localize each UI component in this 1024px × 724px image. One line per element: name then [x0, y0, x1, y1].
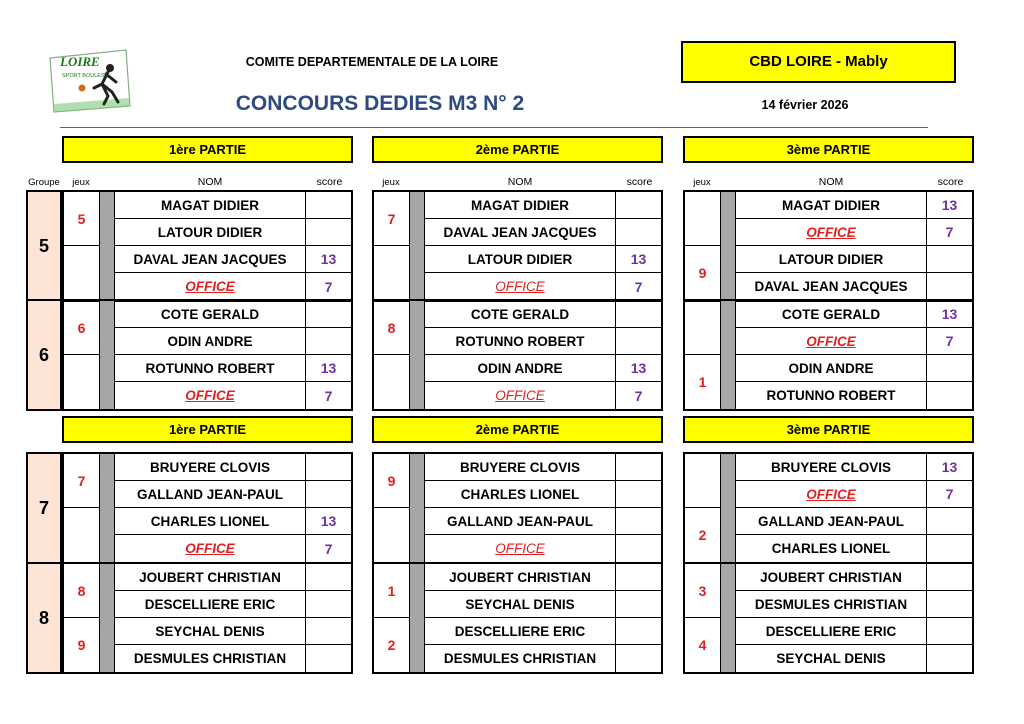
player-name: COTE GERALD	[425, 301, 616, 327]
partie-header: 2ème PARTIE	[372, 416, 663, 443]
score-cell	[616, 328, 661, 354]
player-row	[736, 328, 972, 355]
jeux-number	[374, 355, 410, 409]
player-row	[115, 273, 351, 300]
column-header-jeux: jeux	[382, 177, 400, 188]
jeux-number: 2	[685, 508, 721, 562]
jeux-number: 8	[64, 564, 100, 618]
score-cell	[616, 645, 661, 672]
score-cell	[306, 219, 351, 245]
match-section	[372, 452, 663, 564]
gray-separator	[410, 454, 425, 562]
player-name: ROTUNNO ROBERT	[425, 328, 616, 354]
match-section	[372, 562, 663, 674]
jeux-number: 9	[685, 246, 721, 300]
column-header-score: score	[937, 176, 964, 188]
header-divider	[60, 127, 928, 128]
column-header-jeux: jeux	[72, 177, 90, 188]
partie-header: 2ème PARTIE	[372, 136, 663, 163]
jeux-number	[685, 192, 721, 246]
score-cell	[927, 273, 972, 300]
player-row	[736, 382, 972, 409]
jeux-number	[374, 508, 410, 562]
office-label: OFFICE	[425, 273, 616, 300]
player-name: JOUBERT CHRISTIAN	[425, 564, 616, 590]
office-label: OFFICE	[425, 535, 616, 562]
player-row	[425, 454, 661, 481]
office-label: OFFICE	[115, 535, 306, 562]
jeux-number: 8	[374, 301, 410, 355]
player-row	[115, 219, 351, 246]
player-name: CHARLES LIONEL	[115, 508, 306, 534]
score-cell: 13	[941, 459, 958, 475]
player-row	[736, 301, 972, 328]
player-name: MAGAT DIDIER	[425, 192, 616, 218]
player-row	[115, 382, 351, 409]
loire-sport-boules-logo	[46, 44, 134, 116]
partie-header: 3ème PARTIE	[683, 136, 974, 163]
jeux-number: 7	[374, 192, 410, 246]
player-row	[736, 219, 972, 246]
score-cell	[306, 481, 351, 507]
player-name: LATOUR DIDIER	[425, 246, 616, 272]
match-section	[683, 562, 974, 674]
gray-separator	[721, 301, 736, 409]
jeux-number: 7	[64, 454, 100, 508]
score-cell	[927, 382, 972, 409]
partie-header: 1ère PARTIE	[62, 136, 353, 163]
player-row	[425, 535, 661, 562]
match-section	[683, 299, 974, 411]
page-title: CONCOURS DEDIES M3 N° 2	[235, 92, 525, 115]
player-row	[736, 645, 972, 672]
player-row	[425, 645, 661, 672]
score-cell: 7	[945, 486, 954, 502]
office-label: OFFICE	[736, 481, 927, 507]
player-name: SEYCHAL DENIS	[736, 645, 927, 672]
score-cell	[306, 301, 351, 327]
jeux-number	[685, 454, 721, 508]
score-cell	[306, 454, 351, 480]
match-section	[372, 190, 663, 302]
column-header-nom: NOM	[507, 176, 533, 188]
office-label: OFFICE	[425, 382, 616, 409]
jeux-number: 1	[685, 355, 721, 409]
player-name: GALLAND JEAN-PAUL	[115, 481, 306, 507]
player-row	[115, 192, 351, 219]
player-name: DESMULES CHRISTIAN	[736, 591, 927, 617]
match-section	[62, 299, 353, 411]
score-cell: 13	[320, 251, 337, 267]
player-row	[425, 618, 661, 645]
player-row	[425, 328, 661, 355]
gray-separator	[721, 192, 736, 300]
score-cell	[927, 246, 972, 272]
score-cell: 13	[320, 513, 337, 529]
score-cell: 7	[324, 278, 333, 295]
player-row	[115, 454, 351, 481]
column-header-score: score	[626, 176, 653, 188]
jeux-number: 3	[685, 564, 721, 618]
player-row	[736, 454, 972, 481]
player-name: DAVAL JEAN JACQUES	[736, 273, 927, 300]
committee-name: COMITE DEPARTEMENTALE DE LA LOIRE	[245, 55, 499, 69]
group-label: 5	[26, 190, 62, 302]
player-row	[736, 273, 972, 300]
player-name: SEYCHAL DENIS	[115, 618, 306, 644]
score-cell	[616, 591, 661, 617]
gray-separator	[100, 192, 115, 300]
score-cell	[306, 645, 351, 672]
player-row	[115, 355, 351, 382]
gray-separator	[100, 454, 115, 562]
player-row	[425, 591, 661, 618]
jeux-number	[64, 246, 100, 300]
player-row	[115, 481, 351, 508]
player-name: JOUBERT CHRISTIAN	[736, 564, 927, 590]
score-cell	[306, 618, 351, 644]
score-cell: 7	[945, 333, 954, 349]
score-cell	[616, 618, 661, 644]
player-name: ROTUNNO ROBERT	[736, 382, 927, 409]
score-cell	[616, 535, 661, 562]
score-cell: 13	[941, 197, 958, 213]
player-row	[736, 508, 972, 535]
jeux-number: 6	[64, 301, 100, 355]
column-header-nom: NOM	[197, 176, 223, 188]
score-cell	[616, 454, 661, 480]
score-cell: 13	[630, 251, 647, 267]
player-name: ROTUNNO ROBERT	[115, 355, 306, 381]
player-row	[115, 535, 351, 562]
player-name: COTE GERALD	[115, 301, 306, 327]
score-cell: 7	[945, 224, 954, 240]
score-cell	[927, 618, 972, 644]
jeux-number: 4	[685, 618, 721, 672]
jeux-number: 9	[374, 454, 410, 508]
gray-separator	[721, 564, 736, 672]
score-cell: 13	[941, 306, 958, 322]
match-section	[62, 562, 353, 674]
player-row	[425, 355, 661, 382]
jeux-number	[64, 508, 100, 562]
player-name: DESCELLIERE ERIC	[115, 591, 306, 617]
score-cell	[306, 591, 351, 617]
jeux-number	[685, 301, 721, 355]
score-cell: 7	[634, 387, 643, 404]
player-name: MAGAT DIDIER	[736, 192, 927, 218]
gray-separator	[721, 454, 736, 562]
jeux-number: 5	[64, 192, 100, 246]
jeux-number: 1	[374, 564, 410, 618]
office-label: OFFICE	[115, 273, 306, 300]
logo-subtitle: SPORT BOULES	[62, 73, 105, 79]
player-row	[736, 246, 972, 273]
player-name: ODIN ANDRE	[425, 355, 616, 381]
gray-separator	[410, 192, 425, 300]
match-section	[62, 452, 353, 564]
player-row	[425, 273, 661, 300]
player-name: ODIN ANDRE	[736, 355, 927, 381]
player-row	[736, 535, 972, 562]
player-row	[425, 382, 661, 409]
partie-header: 1ère PARTIE	[62, 416, 353, 443]
score-cell	[927, 508, 972, 534]
score-cell	[616, 564, 661, 590]
player-row	[736, 355, 972, 382]
player-name: CHARLES LIONEL	[736, 535, 927, 562]
score-cell: 7	[324, 540, 333, 557]
player-name: LATOUR DIDIER	[115, 219, 306, 245]
player-row	[115, 645, 351, 672]
player-row	[115, 246, 351, 273]
match-section	[683, 452, 974, 564]
score-cell: 13	[320, 360, 337, 376]
office-label: OFFICE	[736, 328, 927, 354]
score-cell: 13	[630, 360, 647, 376]
score-cell	[306, 328, 351, 354]
column-header-groupe: Groupe	[28, 177, 60, 188]
gray-separator	[410, 301, 425, 409]
jeux-number: 2	[374, 618, 410, 672]
score-cell	[306, 192, 351, 218]
score-cell	[927, 564, 972, 590]
score-cell	[927, 645, 972, 672]
player-row	[425, 481, 661, 508]
player-row	[425, 301, 661, 328]
player-row	[736, 564, 972, 591]
player-name: DESCELLIERE ERIC	[425, 618, 616, 644]
player-name: BRUYERE CLOVIS	[425, 454, 616, 480]
player-row	[425, 246, 661, 273]
player-row	[115, 618, 351, 645]
score-cell	[616, 192, 661, 218]
group-label: 8	[26, 562, 62, 674]
player-name: DESCELLIERE ERIC	[736, 618, 927, 644]
jeux-number	[64, 355, 100, 409]
match-section	[683, 190, 974, 302]
player-name: DESMULES CHRISTIAN	[425, 645, 616, 672]
player-name: MAGAT DIDIER	[115, 192, 306, 218]
player-row	[736, 591, 972, 618]
player-name: ODIN ANDRE	[115, 328, 306, 354]
gray-separator	[410, 564, 425, 672]
player-name: DESMULES CHRISTIAN	[115, 645, 306, 672]
score-cell	[927, 591, 972, 617]
partie-header: 3ème PARTIE	[683, 416, 974, 443]
column-header-jeux: jeux	[693, 177, 711, 188]
office-label: OFFICE	[736, 219, 927, 245]
player-row	[115, 328, 351, 355]
column-header-score: score	[316, 176, 343, 188]
player-row	[115, 508, 351, 535]
player-row	[115, 591, 351, 618]
player-name: GALLAND JEAN-PAUL	[736, 508, 927, 534]
score-cell: 7	[634, 278, 643, 295]
score-cell	[616, 301, 661, 327]
score-cell	[616, 219, 661, 245]
player-row	[115, 564, 351, 591]
gray-separator	[100, 301, 115, 409]
score-cell	[616, 481, 661, 507]
player-name: GALLAND JEAN-PAUL	[425, 508, 616, 534]
player-row	[425, 219, 661, 246]
score-cell	[927, 535, 972, 562]
player-row	[115, 301, 351, 328]
player-row	[425, 564, 661, 591]
group-label: 6	[26, 299, 62, 411]
jeux-number	[374, 246, 410, 300]
match-section	[62, 190, 353, 302]
player-row	[425, 192, 661, 219]
player-name: BRUYERE CLOVIS	[736, 454, 927, 480]
gray-separator	[100, 564, 115, 672]
match-section	[372, 299, 663, 411]
office-label: OFFICE	[115, 382, 306, 409]
score-cell	[306, 564, 351, 590]
player-name: BRUYERE CLOVIS	[115, 454, 306, 480]
jeux-number: 9	[64, 618, 100, 672]
event-date: 14 février 2026	[761, 98, 849, 112]
column-header-nom: NOM	[818, 176, 844, 188]
club-badge: CBD LOIRE - Mably	[681, 41, 956, 83]
player-row	[736, 481, 972, 508]
player-name: CHARLES LIONEL	[425, 481, 616, 507]
player-row	[736, 618, 972, 645]
player-name: SEYCHAL DENIS	[425, 591, 616, 617]
score-cell	[616, 508, 661, 534]
player-name: DAVAL JEAN JACQUES	[115, 246, 306, 272]
player-name: JOUBERT CHRISTIAN	[115, 564, 306, 590]
score-cell	[927, 355, 972, 381]
player-row	[736, 192, 972, 219]
player-name: COTE GERALD	[736, 301, 927, 327]
logo-title: LOIRE	[60, 54, 100, 69]
group-label: 7	[26, 452, 62, 564]
player-name: DAVAL JEAN JACQUES	[425, 219, 616, 245]
score-cell: 7	[324, 387, 333, 404]
player-name: LATOUR DIDIER	[736, 246, 927, 272]
player-row	[425, 508, 661, 535]
